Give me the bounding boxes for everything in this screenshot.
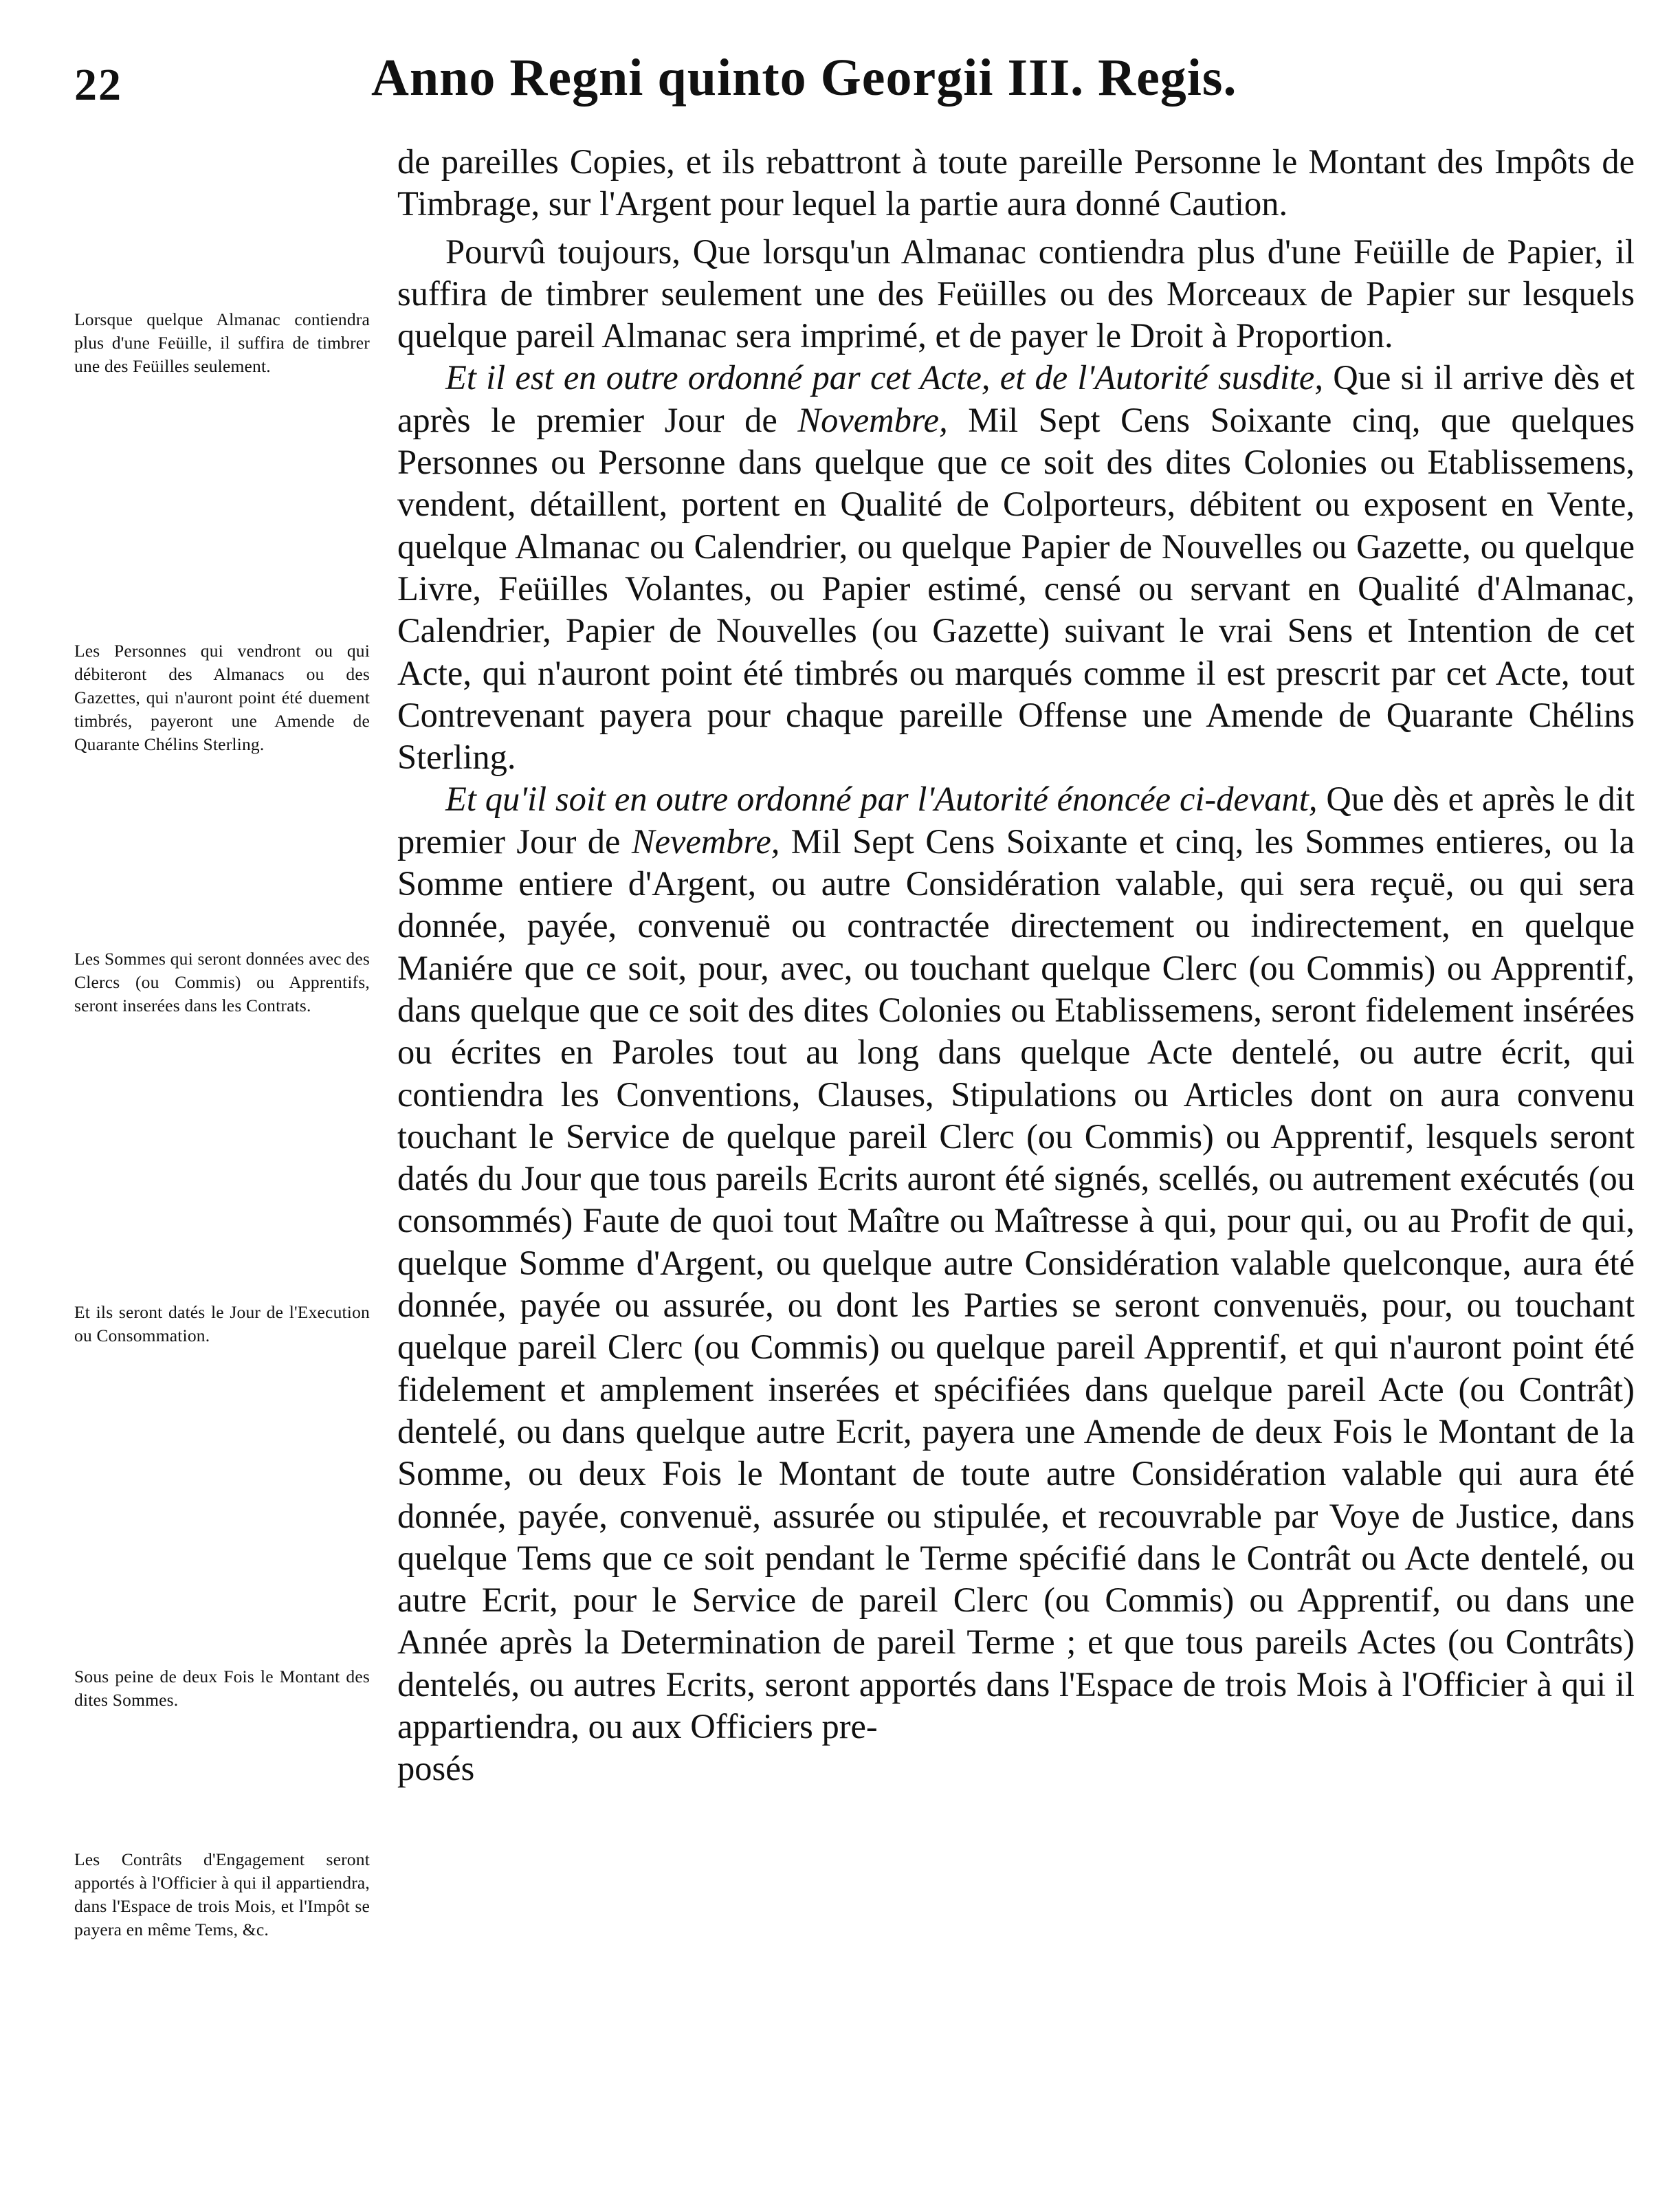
margin-note-double-fine: Sous peine de deux Fois le Montant des dites Sommes.	[74, 1666, 370, 1710]
enactment-clause: Et qu'il soit en outre ordonné par l'Autorité énoncée ci-devant,	[445, 780, 1318, 819]
paragraph-3	[397, 357, 1635, 778]
paragraph-2: Pourvû toujours, Que lorsqu'un Almanac contiendra plus d'une Feüille de Papier, il suffira de timbrer seulement une des Feüilles ou des Morceaux de Papier sur lesquels quelque pareil Almanac sera imprimé, et de payer le Droit à Proportion.	[397, 232, 1635, 355]
margin-note-penalty: Les Personnes qui vendront ou qui débiteront des Almanacs ou des Gazettes, qui n'auront point été duement timbrés, payeront une Amende de Quarante Chélins Sterling.	[74, 641, 370, 754]
margin-note-almanac: Lorsque quelque Almanac contiendra plus d'une Feüille, il suffira de timbrer une des Feüilles seulement.	[74, 309, 370, 376]
paragraph-4-text-b: Mil Sept Cens Soixante et cinq, les Sommes entieres, ou la Somme entiere d'Argent, ou autre Considération valable, qui sera reçuë, ou qui sera donnée, payée, convenuë ou contractée directement ou indirectement, en quelque Maniére que ce soit, pour, avec, ou touchant quelque Clerc (ou Commis) ou Apprentif, dans quelque que ce soit des dites Colonies ou Etablissemens, seront fidelement insérées ou écrites en Paroles tout au long dans quelque Acte dentelé, ou autre écrit, qui contiendra les Conventions, Clauses, Stipulations ou Articles dont on aura convenu touchant le Service de quelque pareil Clerc (ou Commis) ou Apprentif, lesquels seront datés du Jour que tous pareils Ecrits auront été signés, scellés, ou autrement exécutés (ou consommés) Faute de quoi tout Maître ou Maîtresse à qui, pour qui, ou au Profit de qui, quelque Somme d'Argent, ou quelque autre Considération valable quelconque, aura été donnée, payée ou assurée, ou dont les Parties se seront convenuës, pour, ou touchant quelque pareil Clerc (ou Commis) ou quelque pareil Apprentif, et qui n'auront point été fidelement et amplement inserées et spécifiées dans quelque pareil Acte (ou Contrât) dentelé, ou dans quelque autre Ecrit, payera une Amende de deux Fois le Montant de la Somme, ou deux Fois le Montant de toute autre Considération valable qui aura été donnée, payée, convenuë, assurée ou stipulée, et recouvrable par Voye de Justice, dans quelque Tems que ce soit pendant le Terme spécifié dans le Contrât ou Acte dentelé, ou autre Ecrit, pour le Service de pareil Clerc (ou Commis) ou Apprentif, ou dans une Année après la Determination de pareil Terme ; et que tous pareils Actes (ou Contrâts) dentelés, ou autres Ecrits, seront apportés dans l'Espace de trois Mois à l'Officier à qui il appartiendra, ou aux Officiers pre-	[397, 822, 1635, 1746]
page-number: 22	[74, 60, 122, 110]
paragraph-4	[397, 778, 1635, 1748]
margin-note-dates: Et ils seront datés le Jour de l'Execution ou Consommation.	[74, 1302, 370, 1345]
running-head: Anno Regni quinto Georgii III. Regis.	[371, 49, 1237, 107]
paragraph-3-text-b: Mil Sept Cens Soixante cinq, que quelques Personnes ou Personne dans quelque que ce soit des dites Colonies ou Etablissemens, vendent, détaillent, portent en Qualité de Colporteurs, débitent ou exposent en Vente, quelque Almanac ou Calendrier, ou quelque Papier de Nouvelles ou Gazette, ou quelque Livre, Feüilles Volantes, ou Papier estimé, censé ou servant en Qualité d'Almanac, Calendrier, Papier de Nouvelles (ou Gazette) suivant le vrai Sens et Intention de cet Acte, qui n'auront point été timbrés ou marqués comme il est prescrit par cet Acte, tout Contrevenant payera pour chaque pareille Offense une Amende de Quarante Chélins Sterling.	[397, 400, 1635, 777]
catchword: posés	[397, 1749, 475, 1788]
margin-note-contracts: Les Contrâts d'Engagement seront apportés à l'Officier à qui il appartiendra, dans l'Espace de trois Mois, et l'Impôt se payera en même Tems, &c.	[74, 1849, 370, 1939]
month-name: Nevembre,	[631, 822, 780, 861]
paragraph-3-text-a: Que si il arrive dès et après le premier Jour de	[397, 358, 1635, 439]
main-text	[397, 141, 1635, 1790]
enactment-clause: Et il est en outre ordonné par cet Acte, et de l'Autorité susdite,	[445, 358, 1323, 397]
margin-note-sums: Les Sommes qui seront données avec des Clercs (ou Commis) ou Apprentifs, seront inserées dans les Contrats.	[74, 949, 370, 1015]
month-name: Novembre,	[797, 400, 948, 439]
paragraph-1: de pareilles Copies, et ils rebattront à toute pareille Personne le Montant des Impôts de Timbrage, sur l'Argent pour lequel la partie aura donné Caution.	[397, 142, 1635, 223]
paragraph-4-text-a: Que dès et après le dit premier Jour de	[397, 780, 1635, 861]
